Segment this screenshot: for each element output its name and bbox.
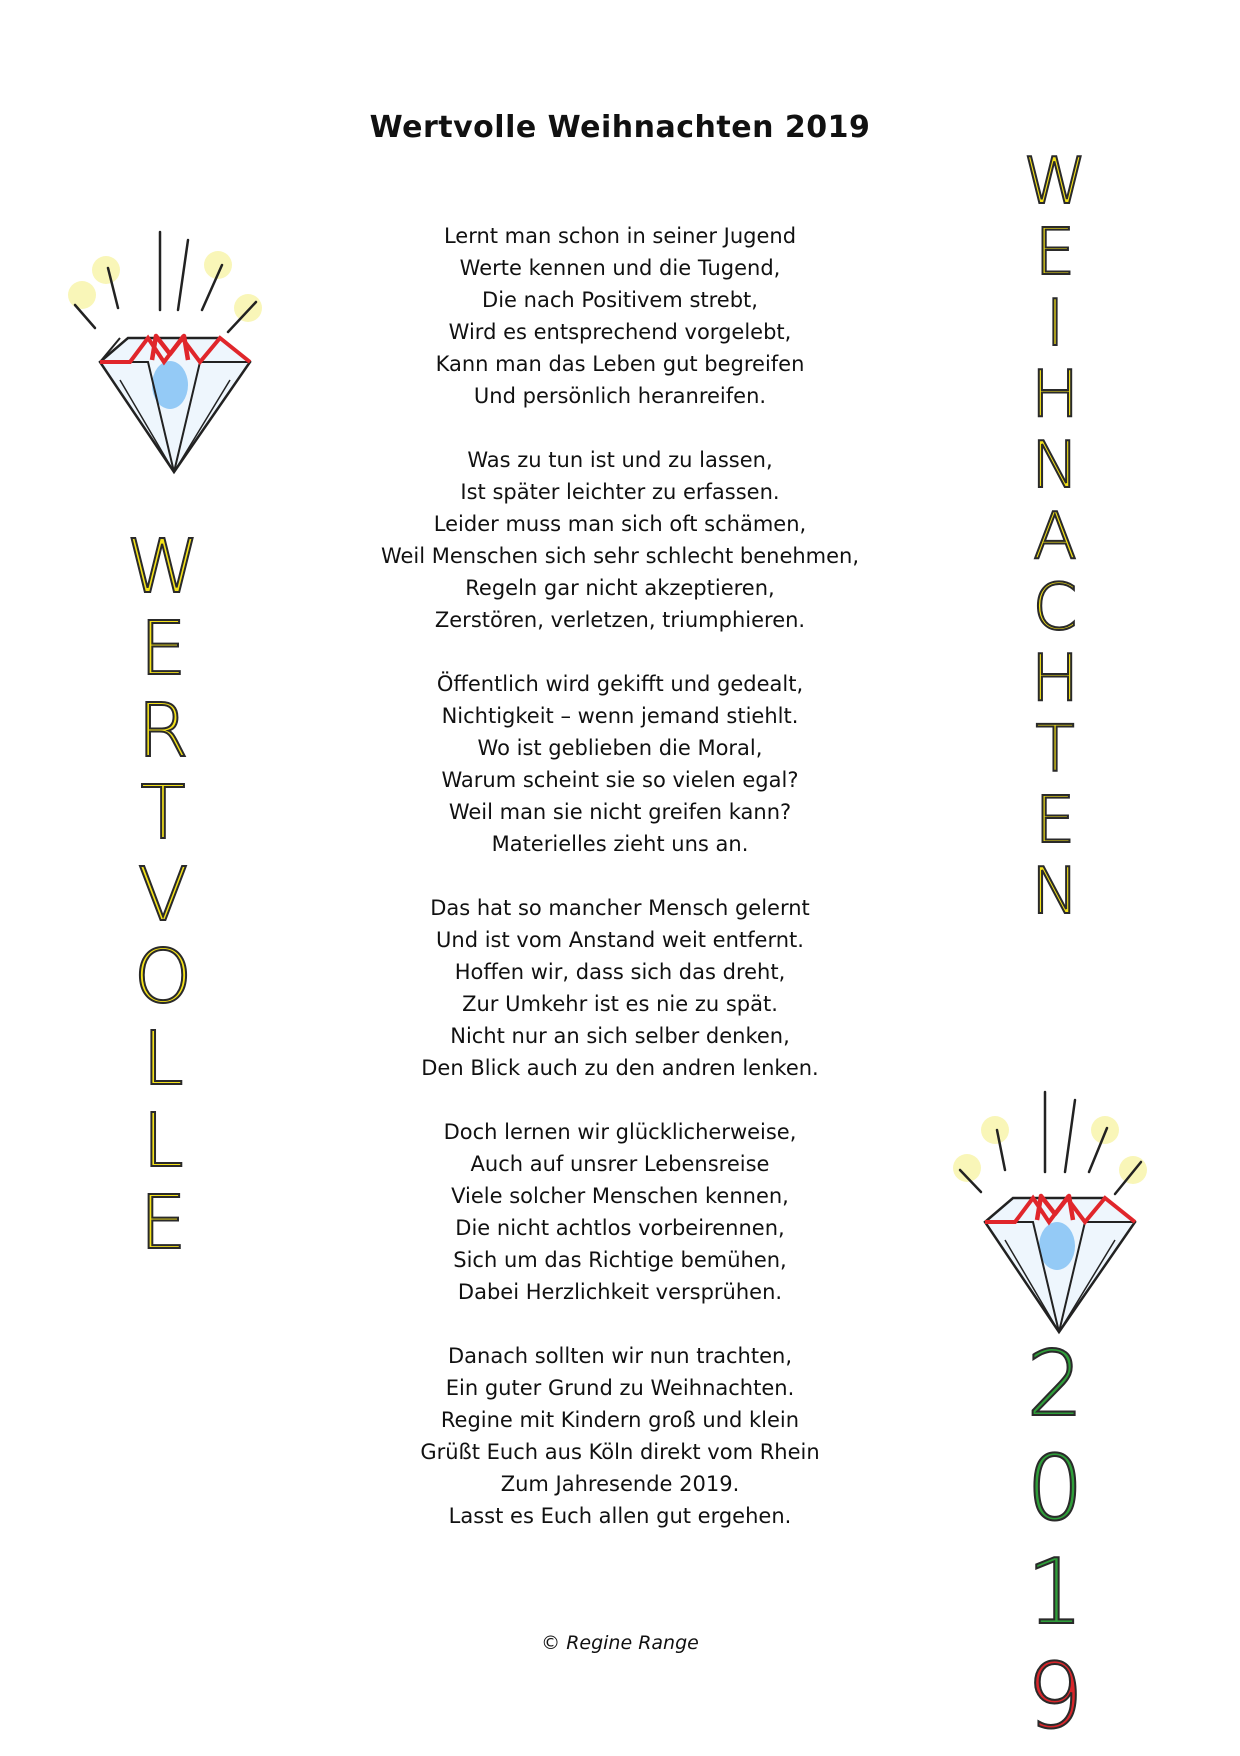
poem-line: Und ist vom Anstand weit entfernt. xyxy=(436,928,804,952)
poem-line: Ein guter Grund zu Weihnachten. xyxy=(445,1376,795,1400)
right-word-letter: I xyxy=(1045,287,1065,361)
right-word-letter: E xyxy=(1034,216,1076,290)
stanza xyxy=(340,892,900,1084)
vertical-word-weihnachten xyxy=(1015,145,1095,931)
left-word-letter: V xyxy=(137,852,189,938)
stanza xyxy=(340,1340,900,1532)
poem-line: Zum Jahresende 2019. xyxy=(500,1472,740,1496)
left-word-letter: W xyxy=(126,524,200,610)
stanza xyxy=(340,668,900,860)
poem-line: Die nicht achtlos vorbeirennen, xyxy=(455,1216,785,1240)
poem-line: Wird es entsprechend vorgelebt, xyxy=(448,320,792,344)
poem-line: Wo ist geblieben die Moral, xyxy=(477,736,763,760)
poem-line: Weil Menschen sich sehr schlecht benehmen, xyxy=(380,544,860,568)
poem-line: Materielles zieht uns an. xyxy=(491,832,749,856)
poem-line: Weil man sie nicht greifen kann? xyxy=(448,800,792,824)
stanza xyxy=(340,444,900,636)
poem-line: Und persönlich heranreifen. xyxy=(473,384,767,408)
poem-line: Nicht nur an sich selber denken, xyxy=(450,1024,790,1048)
poem-line: Öffentlich wird gekifft und gedealt, xyxy=(436,672,804,696)
poem-line: Den Blick auch zu den andren lenken. xyxy=(421,1056,819,1080)
poem xyxy=(340,220,900,1564)
right-word-letter: H xyxy=(1030,642,1080,716)
poem-line: Regine mit Kindern groß und klein xyxy=(440,1408,800,1432)
poem-line: Nichtigkeit – wenn jemand stiehlt. xyxy=(441,704,799,728)
gem-right-icon xyxy=(945,1070,1155,1340)
poem-line: Das hat so mancher Mensch gelernt xyxy=(430,896,810,920)
right-word-letter: T xyxy=(1035,713,1075,787)
year-letter: 2 xyxy=(1026,1332,1084,1437)
poem-line: Leider muss man sich oft schämen, xyxy=(433,512,807,536)
poem-line: Die nach Positivem strebt, xyxy=(482,288,758,312)
right-word-letter: H xyxy=(1030,358,1080,432)
left-word-letter: E xyxy=(139,1180,187,1266)
poem-line: Grüßt Euch aus Köln direkt vom Rhein xyxy=(420,1440,820,1464)
left-word-letter: T xyxy=(140,770,186,856)
glow-rays xyxy=(68,232,262,332)
poem-line: Kann man das Leben gut begreifen xyxy=(435,352,805,376)
right-word-letter: W xyxy=(1023,145,1087,219)
gem-left-icon xyxy=(60,210,270,480)
poem-line: Sich um das Richtige bemühen, xyxy=(453,1248,787,1272)
left-word-letter: R xyxy=(137,688,189,774)
left-word-letter: O xyxy=(133,934,193,1020)
right-word-letter: N xyxy=(1031,855,1079,929)
stanza xyxy=(340,220,900,412)
left-word-letter: L xyxy=(142,1016,184,1102)
right-word-letter: C xyxy=(1032,571,1078,645)
poem-line: Warum scheint sie so vielen egal? xyxy=(441,768,799,792)
year-letter: 9 xyxy=(1026,1644,1084,1749)
poem-line: Viele solcher Menschen kennen, xyxy=(451,1184,789,1208)
poem-line: Zur Umkehr ist es nie zu spät. xyxy=(462,992,778,1016)
poem-line: Doch lernen wir glücklicherweise, xyxy=(443,1120,797,1144)
poem-line: Dabei Herzlichkeit versprühen. xyxy=(457,1280,783,1304)
right-word-letter: N xyxy=(1031,429,1079,503)
stanza xyxy=(340,1116,900,1308)
poem-line: Hoffen wir, dass sich das dreht, xyxy=(454,960,786,984)
right-word-letter: A xyxy=(1033,500,1077,574)
poem-line: Regeln gar nicht akzeptieren, xyxy=(465,576,775,600)
poem-line: Ist später leichter zu erfassen. xyxy=(460,480,780,504)
poem-line: Zerstören, verletzen, triumphieren. xyxy=(434,608,806,632)
year-letter: 0 xyxy=(1026,1436,1084,1541)
vertical-word-wertvolle xyxy=(118,524,208,1268)
year-letter: 1 xyxy=(1026,1540,1084,1645)
left-word-letter: L xyxy=(142,1098,184,1184)
left-word-letter: E xyxy=(139,606,187,692)
poem-line: Lernt man schon in seiner Jugend xyxy=(443,224,797,248)
right-word-letter: E xyxy=(1034,784,1076,858)
poem-line: Lasst es Euch allen gut ergehen. xyxy=(448,1504,792,1528)
copyright: © Regine Range xyxy=(541,1632,699,1654)
poem-line: Auch auf unsrer Lebensreise xyxy=(470,1152,770,1176)
poem-line: Danach sollten wir nun trachten, xyxy=(448,1344,792,1368)
poem-line: Werte kennen und die Tugend, xyxy=(459,256,781,280)
vertical-year xyxy=(1005,1332,1105,1756)
poem-line: Was zu tun ist und zu lassen, xyxy=(467,448,773,472)
page-title: Wertvolle Weihnachten 2019 xyxy=(369,110,871,145)
